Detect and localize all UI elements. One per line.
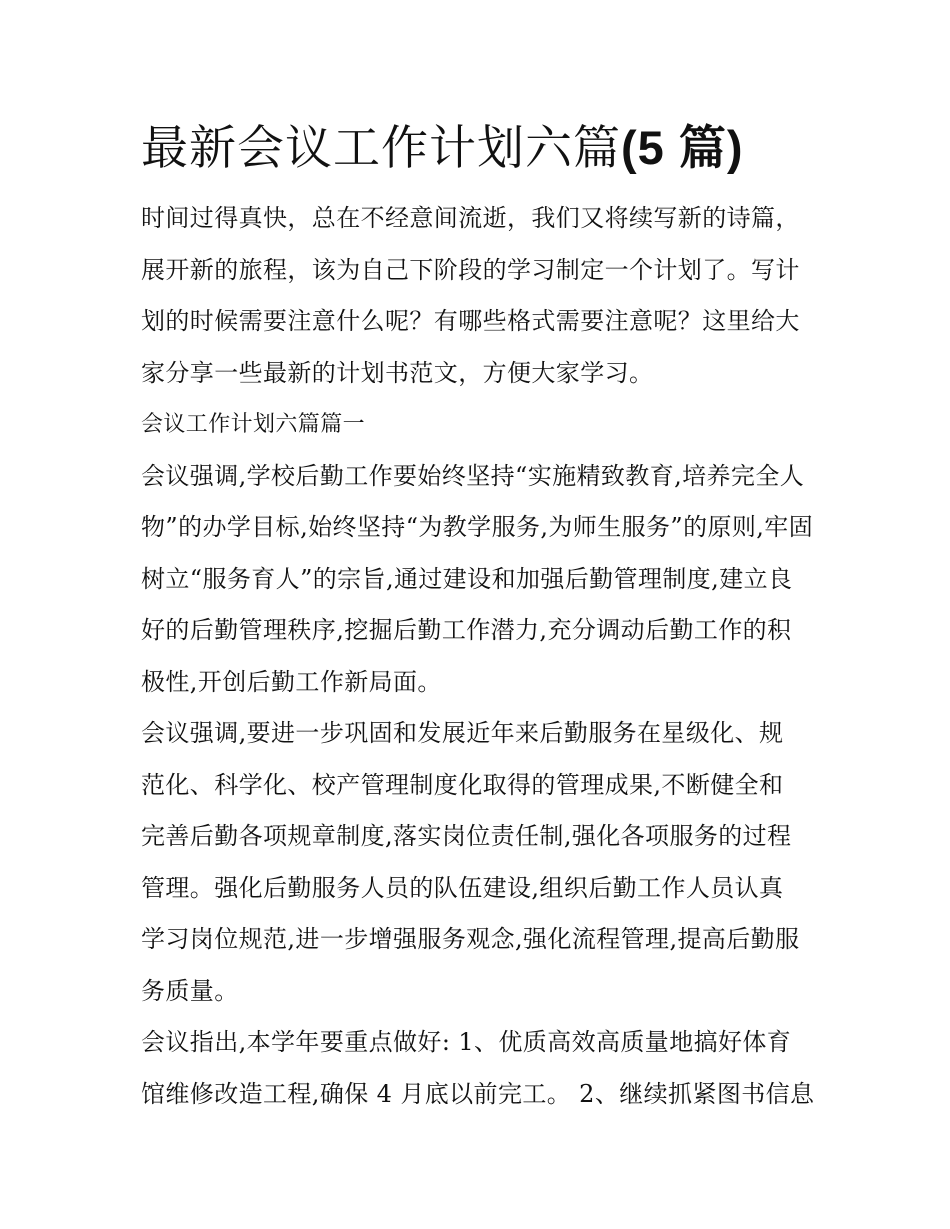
body-line: 会议强调,要进一步巩固和发展近年来后勤服务在星级化、规 <box>141 719 784 747</box>
document-title-count: (5 篇) <box>621 121 744 174</box>
body-line: 学习岗位规范,进一步增强服务观念,强化流程管理,提高后勤服 <box>141 925 800 953</box>
body-line: 极性,开创后勤工作新局面。 <box>141 667 442 696</box>
document-body <box>141 193 821 1120</box>
section-heading: 会议工作计划六篇篇一 <box>141 412 366 437</box>
body-line: 范化、科学化、校产管理制度化取得的管理成果,不断健全和 <box>141 770 784 799</box>
body-line: 馆维修改造工程,确保 4 月底以前完工。 2、继续抓紧图书信息 <box>141 1079 815 1108</box>
document-title <box>141 112 821 185</box>
body-line: 家分享一些最新的计划书范文，方便大家学习。 <box>141 358 654 387</box>
body-line: 完善后勤各项规章制度,落实岗位责任制,强化各项服务的过程 <box>141 822 792 850</box>
body-line: 划的时候需要注意什么呢？有哪些格式需要注意呢？这里给大 <box>141 307 800 335</box>
body-line: 物”的办学目标,始终坚持“为教学服务,为师生服务”的原则,牢固 <box>141 513 814 541</box>
body-line: 好的后勤管理秩序,挖掘后勤工作潜力,充分调动后勤工作的积 <box>141 616 792 644</box>
body-line: 展开新的旅程，该为自己下阶段的学习制定一个计划了。写计 <box>141 255 800 284</box>
body-line: 树立“服务育人”的宗旨,通过建设和加强后勤管理制度,建立良 <box>141 564 793 593</box>
document-page <box>141 112 821 1120</box>
body-line: 会议强调,学校后勤工作要始终坚持“实施精致教育,培养完全人 <box>141 461 805 490</box>
body-line: 管理。强化后勤服务人员的队伍建设,组织后勤工作人员认真 <box>141 873 784 902</box>
body-line: 务质量。 <box>141 976 239 1005</box>
document-title-main: 最新会议工作计划六篇 <box>141 121 621 176</box>
body-line: 会议指出,本学年要重点做好: 1、优质高效高质量地搞好体育 <box>141 1028 792 1056</box>
body-line: 时间过得真快，总在不经意间流逝，我们又将续写新的诗篇， <box>141 204 800 232</box>
